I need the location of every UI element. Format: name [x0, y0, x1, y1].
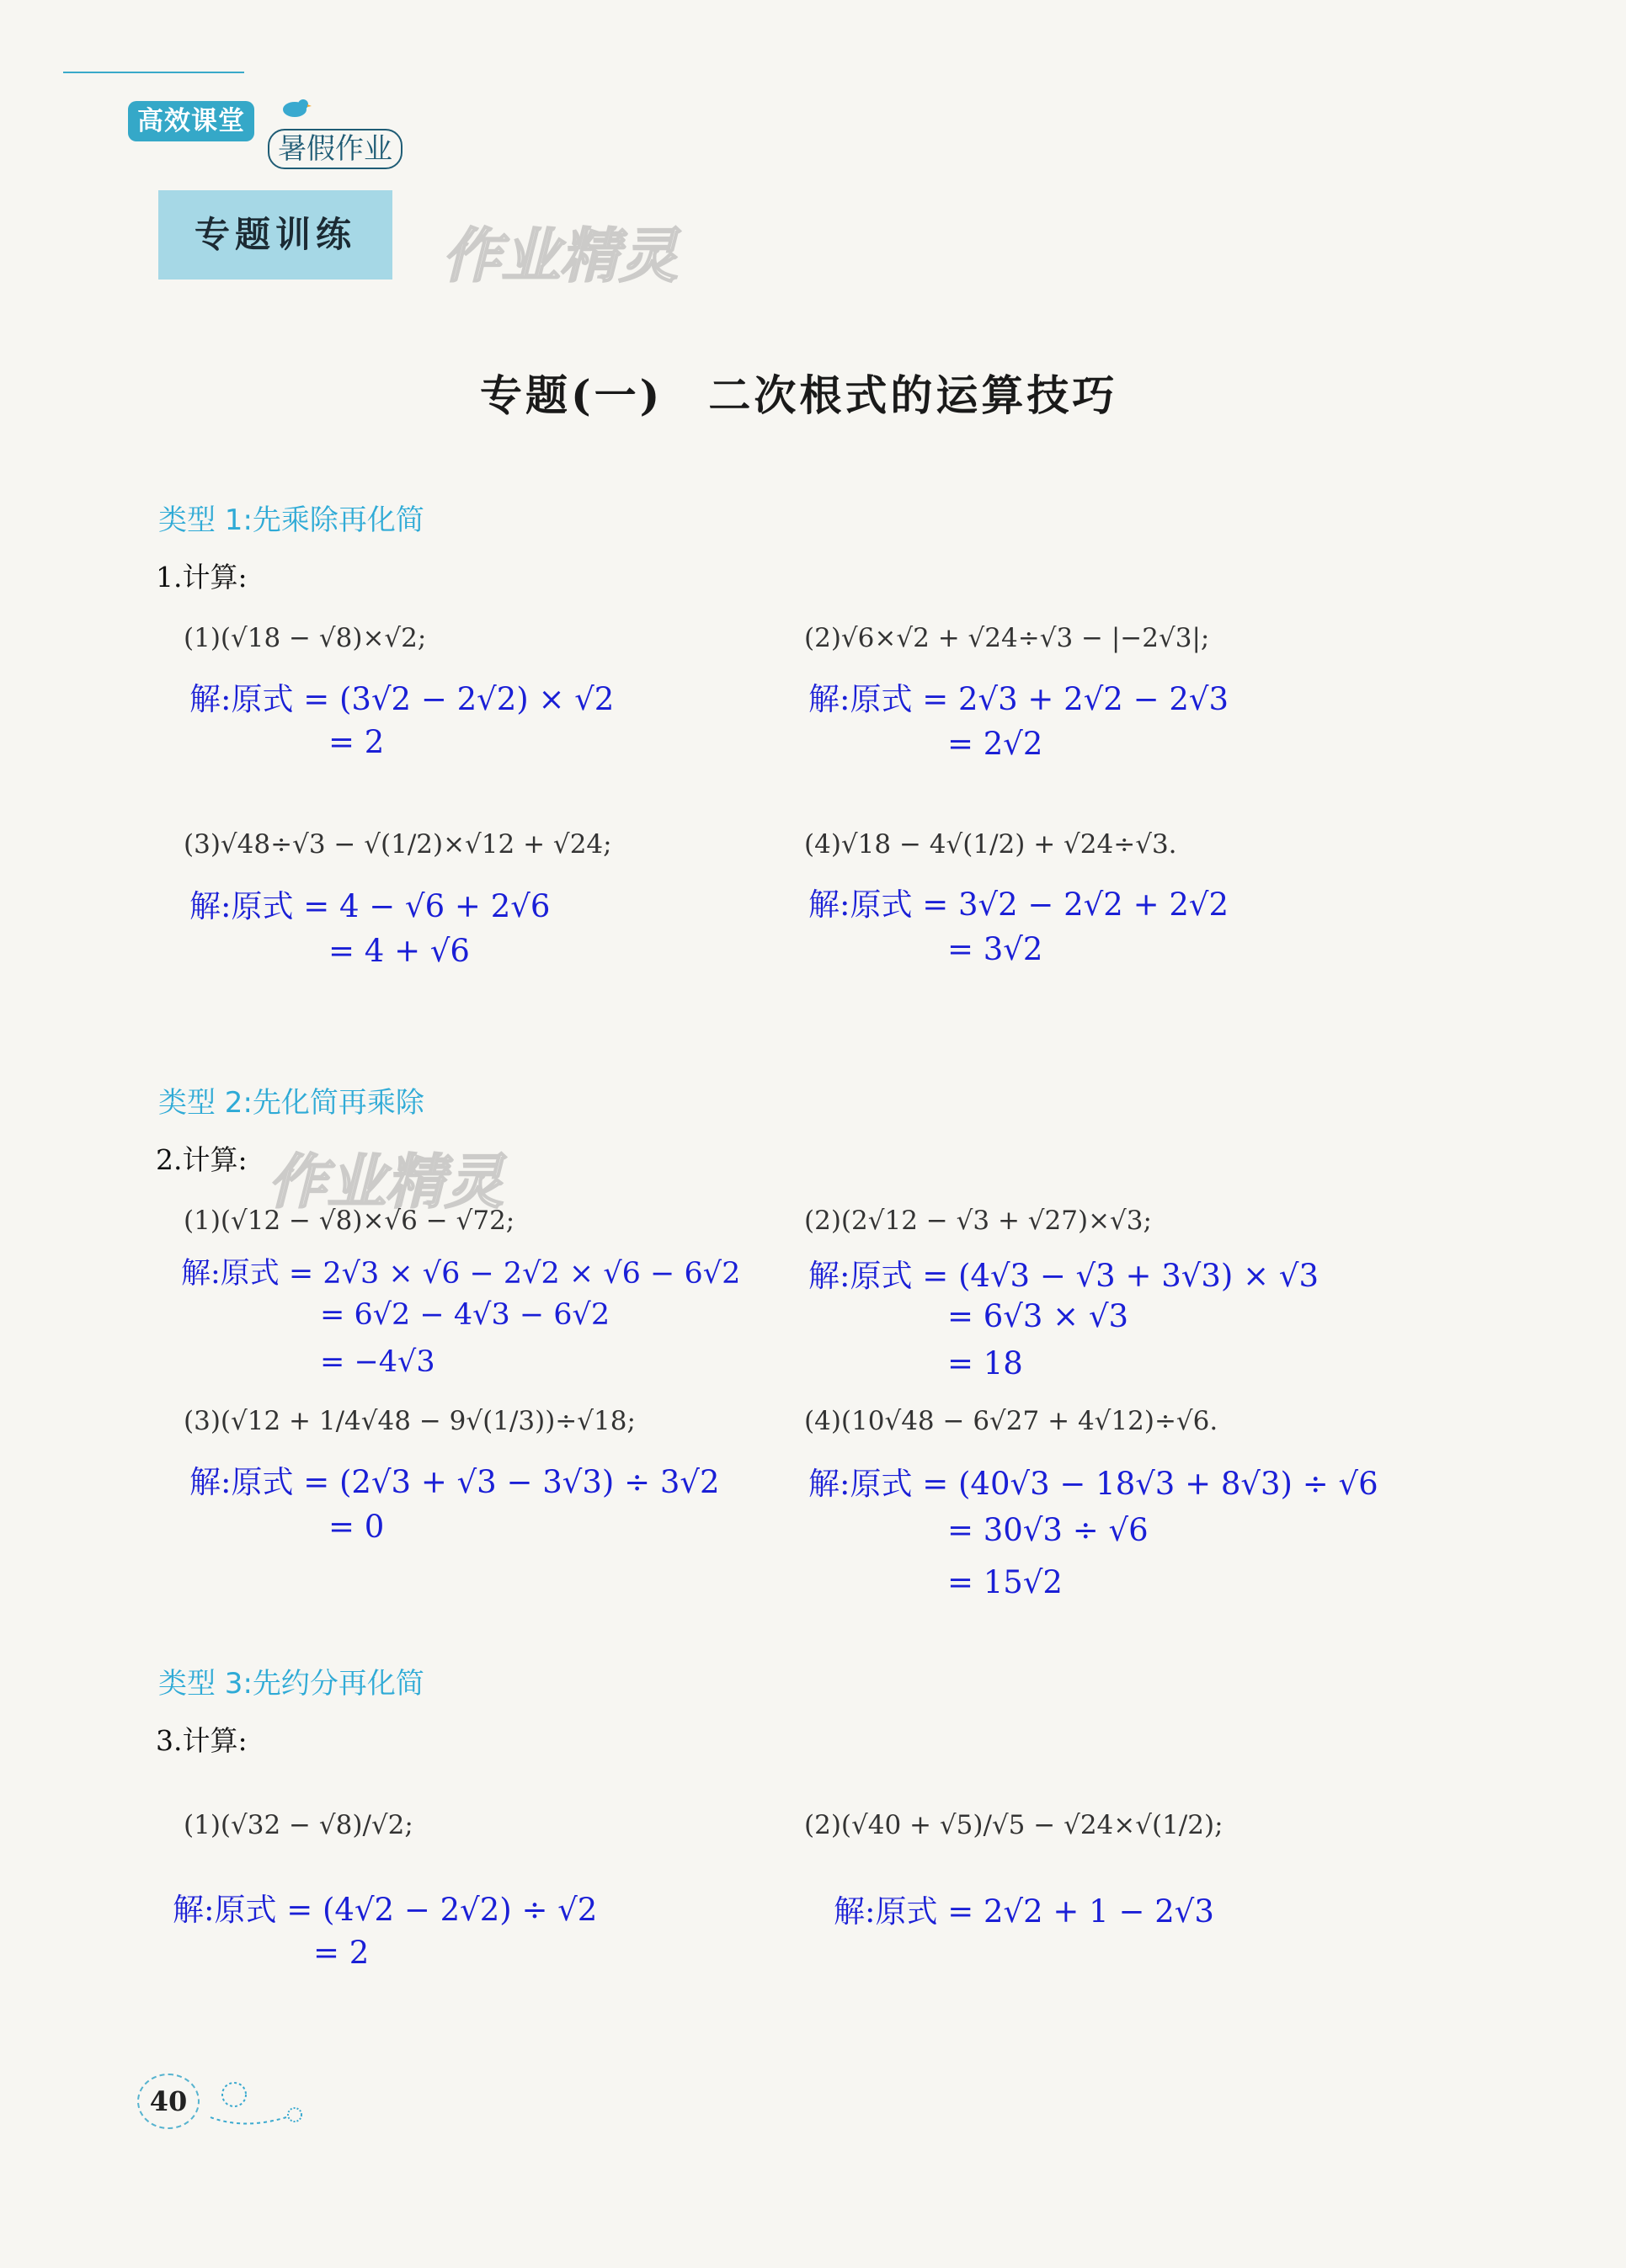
page-title: 专题(一) 二次根式的运算技巧: [480, 370, 1118, 420]
solution-line: 解:原式 = 4 − √6 + 2√6: [189, 888, 551, 924]
question-label: 3.计算:: [156, 1724, 248, 1757]
solution-line: = 6√2 − 4√3 − 6√2: [320, 1298, 610, 1332]
solution-line: = 6√3 × √3: [947, 1298, 1129, 1334]
problem: (2)(√40 + √5)/√5 − √24×√(1/2);: [804, 1810, 1223, 1840]
problem: (4)(10√48 − 6√27 + 4√12)÷√6.: [804, 1406, 1218, 1436]
solution-line: 解:原式 = (2√3 + √3 − 3√3) ÷ 3√2: [189, 1464, 720, 1500]
bird-icon: [278, 94, 312, 120]
problem: (1)(√32 − √8)/√2;: [184, 1810, 413, 1840]
solution-line: = 4 + √6: [328, 933, 470, 969]
logo-sub: 暑假作业: [268, 129, 403, 169]
logo-main: 高效课堂: [128, 101, 254, 141]
solution-line: 解:原式 = 3√2 − 2√2 + 2√2: [808, 886, 1229, 923]
solution-line: = 15√2: [947, 1564, 1063, 1600]
solution-line: = 0: [328, 1509, 385, 1545]
question-label: 2.计算:: [156, 1143, 248, 1176]
solution-line: 解:原式 = (4√3 − √3 + 3√3) × √3: [808, 1258, 1319, 1294]
solution-line: 解:原式 = 2√2 + 1 − 2√3: [834, 1893, 1214, 1930]
logo-line: [63, 72, 244, 73]
page-number: 40: [137, 2074, 200, 2129]
solution-line: = 3√2: [947, 931, 1043, 967]
banner-label: 专题训练: [194, 214, 356, 255]
solution-line: 解:原式 = 2√3 + 2√2 − 2√3: [808, 681, 1229, 717]
problem: (2)√6×√2 + √24÷√3 − |−2√3|;: [804, 623, 1210, 653]
solution-line: = 2: [328, 724, 385, 760]
problem: (3)(√12 + 1/4√48 − 9√(1/3))÷√18;: [184, 1406, 636, 1436]
solution-line: = 18: [947, 1345, 1023, 1382]
solution-line: 解:原式 = (4√2 − 2√2) ÷ √2: [173, 1892, 598, 1928]
watermark: 作业精灵: [442, 221, 678, 290]
problem: (1)(√18 − √8)×√2;: [184, 623, 427, 653]
decorative-flower-icon: [202, 2079, 312, 2130]
solution-line: = −4√3: [320, 1345, 435, 1379]
watermark: 作业精灵: [268, 1147, 504, 1217]
solution-line: 解:原式 = (40√3 − 18√3 + 8√3) ÷ √6: [808, 1466, 1378, 1502]
solution-line: = 2: [313, 1935, 370, 1971]
problem: (3)√48÷√3 − √(1/2)×√12 + √24;: [184, 829, 612, 860]
problem: (1)(√12 − √8)×√6 − √72;: [184, 1206, 515, 1236]
solution-line: = 30√3 ÷ √6: [947, 1512, 1149, 1548]
solution-line: = 2√2: [947, 726, 1043, 762]
question-label: 1.计算:: [156, 561, 248, 594]
solution-line: 解:原式 = 2√3 × √6 − 2√2 × √6 − 6√2: [181, 1257, 741, 1291]
problem: (2)(2√12 − √3 + √27)×√3;: [804, 1206, 1152, 1236]
type-heading: 类型 2:先化简再乘除: [158, 1086, 424, 1120]
problem: (4)√18 − 4√(1/2) + √24÷√3.: [804, 829, 1177, 860]
section-banner: [158, 190, 392, 280]
solution-line: 解:原式 = (3√2 − 2√2) × √2: [189, 681, 615, 717]
type-heading: 类型 3:先约分再化简: [158, 1667, 424, 1701]
type-heading: 类型 1:先乘除再化简: [158, 503, 424, 537]
